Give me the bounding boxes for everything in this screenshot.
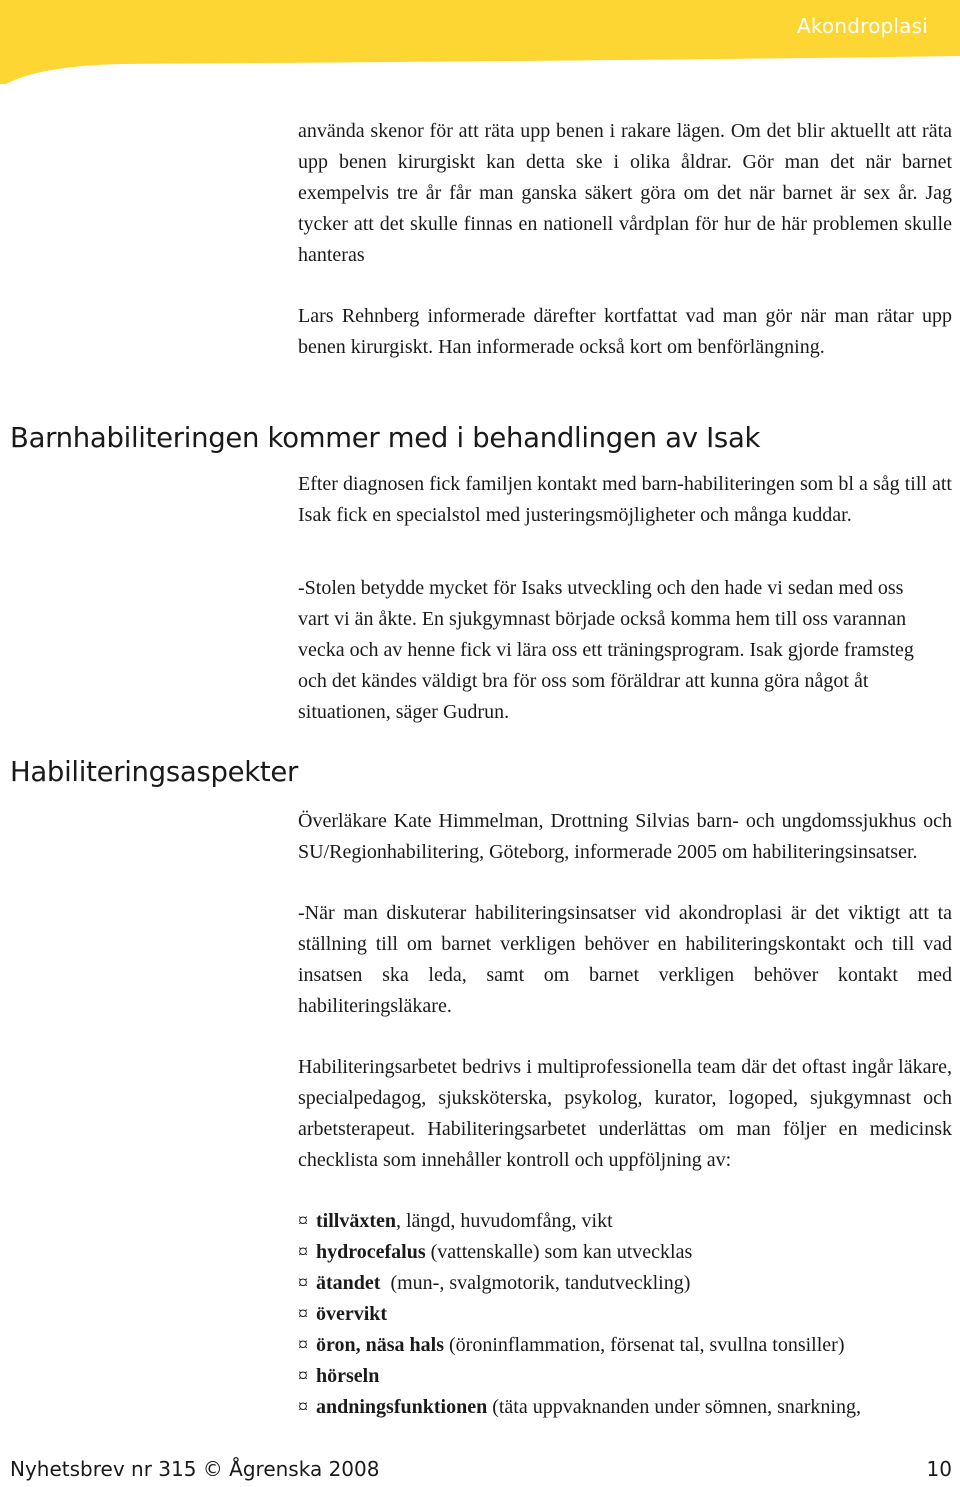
header-title: Akondroplasi bbox=[796, 14, 928, 38]
header-banner bbox=[0, 0, 960, 86]
checklist-item: ¤ hydrocefalus (vattenskalle) som kan utvecklas bbox=[298, 1237, 952, 1268]
intro-paragraph-1: använda skenor för att räta upp benen i rakare lägen. Om det blir aktuellt att räta upp benen kirurgiskt kan detta ske i olika åldrar. Gör man det när barnet exempelvis tre år får man ganska säkert göra om det när barnet är sex år. Jag tycker att det skulle finnas en nationell vårdplan för hur de här problemen skulle hanteras bbox=[298, 120, 952, 266]
checklist-item: ¤ övervikt bbox=[298, 1299, 952, 1330]
aspekter-paragraph-1: Överläkare Kate Himmelman, Drottning Silvias barn- och ungdomssjukhus och SU/Regionhabilitering, Göteborg, informerade 2005 om habiliteringsinsatser. bbox=[298, 810, 952, 863]
checklist-item: ¤ hörseln bbox=[298, 1361, 952, 1392]
barnhab-paragraph-2: -Stolen betydde mycket för Isaks utveckling och den hade vi sedan med oss vart vi än åkte. En sjukgymnast började också komma hem till oss varannan vecka och av henne fick vi lära oss ett träningsprogram. Isak gjorde framsteg och det kändes väldigt bra för oss som föräldrar att kunna göra något åt situationen, säger Gudrun. bbox=[298, 577, 914, 723]
footer-publication: Nyhetsbrev nr 315 © Ågrenska 2008 bbox=[10, 1457, 380, 1481]
bullet-symbol-icon: ¤ bbox=[298, 1303, 308, 1325]
checklist-item: ¤ tillväxten, längd, huvudomfång, vikt bbox=[298, 1206, 952, 1237]
checklist-item: ¤ andningsfunktionen (täta uppvaknanden under sömnen, snarkning, bbox=[298, 1392, 952, 1423]
heading-barnhabilitering: Barnhabiliteringen kommer med i behandlingen av Isak bbox=[10, 422, 761, 454]
aspekter-paragraph-2: -När man diskuterar habiliteringsinsatser vid akondroplasi är det viktigt att ta ställning till om barnet verkligen behöver en habiliteringskontakt och till vad insatsen ska leda, samt om barnet verkligen behöver kontakt med habiliteringsläkare. bbox=[298, 902, 952, 1017]
bullet-symbol-icon: ¤ bbox=[298, 1334, 308, 1356]
bullet-symbol-icon: ¤ bbox=[298, 1210, 308, 1232]
bullet-symbol-icon: ¤ bbox=[298, 1396, 308, 1418]
checklist-item: ¤ öron, näsa hals (öroninflammation, försenat tal, svullna tonsiller) bbox=[298, 1330, 952, 1361]
barnhab-paragraph-1: Efter diagnosen fick familjen kontakt med barn-habiliteringen som bl a såg till att Isak fick en specialstol med justeringsmöjligheter och många kuddar. bbox=[298, 473, 952, 526]
heading-habiliteringsaspekter: Habiliteringsaspekter bbox=[10, 756, 298, 788]
medical-checklist bbox=[298, 1206, 952, 1423]
checklist-item: ¤ ätandet (mun-, svalgmotorik, tandutveckling) bbox=[298, 1268, 952, 1299]
footer-page-number: 10 bbox=[926, 1457, 952, 1481]
intro-paragraph-2: Lars Rehnberg informerade därefter kortfattat vad man gör när man rätar upp benen kirurgiskt. Han informerade också kort om benförlängning. bbox=[298, 305, 952, 358]
bullet-symbol-icon: ¤ bbox=[298, 1241, 308, 1263]
bullet-symbol-icon: ¤ bbox=[298, 1365, 308, 1387]
bullet-symbol-icon: ¤ bbox=[298, 1272, 308, 1294]
banner-shape bbox=[0, 0, 960, 86]
aspekter-paragraph-3: Habiliteringsarbetet bedrivs i multiprofessionella team där det oftast ingår läkare, specialpedagog, sjuksköterska, psykolog, kurator, logoped, sjukgymnast och arbetsterapeut. Habiliteringsarbetet underlättas om man följer en medicinsk checklista som innehåller kontroll och uppföljning av: bbox=[298, 1056, 952, 1171]
